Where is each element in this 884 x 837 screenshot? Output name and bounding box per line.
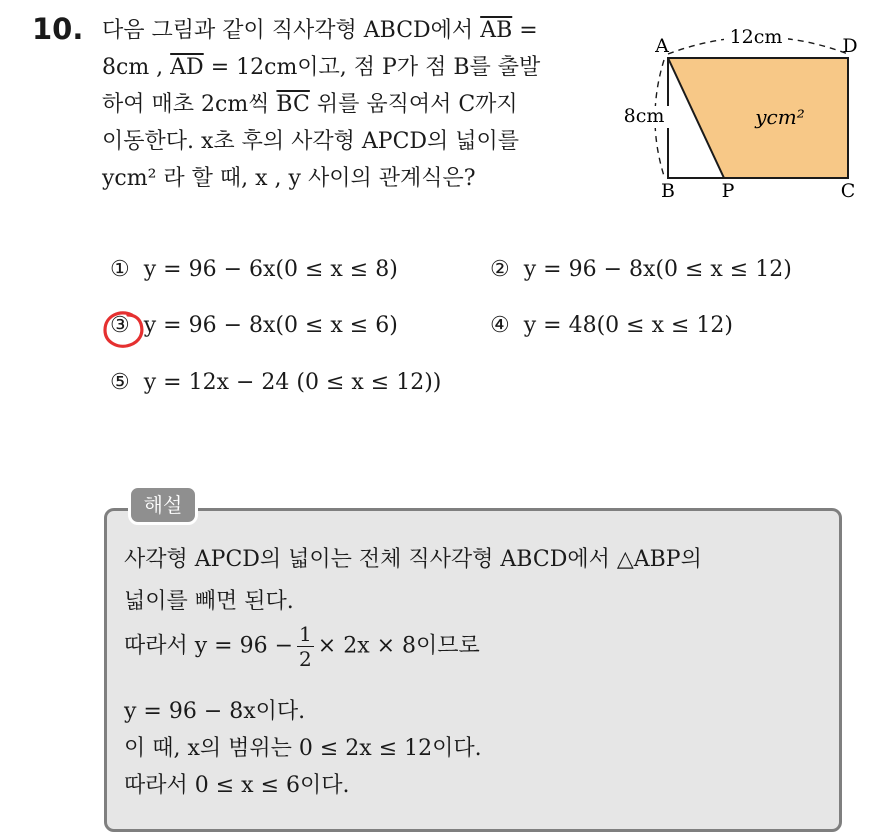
- question-line-2: 8cm , $\overline{AD} = 12cm$이고, 점 P가 점 B를 출발: [102, 55, 541, 80]
- option-1-number: ①: [110, 257, 130, 282]
- question-number: 10.: [32, 12, 84, 46]
- option-1-text: y = 96 − 6x(0 ≤ x ≤ 8): [143, 257, 398, 282]
- option-2-text: y = 96 − 8x(0 ≤ x ≤ 12): [523, 257, 792, 282]
- rectangle-figure: [612, 14, 862, 204]
- option-5-number: ⑤: [110, 370, 130, 395]
- explanation-line-2: 넓이를 빼면 된다.: [124, 589, 294, 614]
- fraction-one-half: [297, 622, 314, 671]
- top-length-label: 12cm: [729, 26, 783, 48]
- question-line-1: 다음 그림과 같이 직사각형 ABCD에서 $\overline{AB}$ =: [102, 18, 538, 43]
- fraction-numerator: 1: [299, 622, 312, 646]
- explanation-line-5: 이 때, x의 범위는 0 ≤ 2x ≤ 12이다.: [124, 736, 482, 761]
- option-1[interactable]: [110, 257, 398, 282]
- explanation-line-3-start: 따라서 y = 96 −: [124, 633, 294, 659]
- explanation-line-6: 따라서 0 ≤ x ≤ 6이다.: [124, 773, 350, 798]
- option-2-number: ②: [490, 257, 510, 282]
- point-p-label: P: [721, 180, 735, 202]
- question-text: [102, 12, 602, 197]
- vertex-c-label: C: [840, 180, 856, 202]
- explanation-tab: 해설: [128, 485, 198, 525]
- explanation-line-3: [124, 622, 480, 671]
- option-4[interactable]: [490, 313, 733, 338]
- option-3-text: y = 96 − 8x(0 ≤ x ≤ 6): [143, 313, 398, 338]
- vertex-d-label: D: [842, 35, 858, 57]
- option-5[interactable]: [110, 370, 441, 395]
- option-3-number: ③: [110, 313, 130, 338]
- vertex-a-label: A: [655, 35, 669, 57]
- explanation-line-3-end: × 2x × 8이므로: [317, 633, 480, 659]
- answer-circle-mark: [102, 310, 148, 350]
- question-line-3: 하여 매초 2cm씩 $\overline{BC}$ 위를 움직여서 C까지: [102, 92, 518, 117]
- area-label: ycm²: [755, 105, 805, 129]
- option-3[interactable]: [110, 313, 398, 338]
- explanation-line-1: 사각형 APCD의 넓이는 전체 직사각형 ABCD에서 △ABP의: [124, 547, 702, 572]
- vertex-b-label: B: [661, 180, 675, 202]
- explanation-line-4: y = 96 − 8x이다.: [124, 699, 306, 724]
- option-4-number: ④: [490, 313, 510, 338]
- question-line-5: ycm² 라 할 때, x , y 사이의 관계식은?: [102, 166, 476, 191]
- question-line-4: 이동한다. x초 후의 사각형 APCD의 넓이를: [102, 129, 520, 154]
- fraction-denominator: 2: [299, 647, 312, 671]
- option-2[interactable]: [490, 257, 792, 282]
- side-length-label: 8cm: [623, 105, 665, 127]
- option-4-text: y = 48(0 ≤ x ≤ 12): [523, 313, 733, 338]
- option-5-text: y = 12x − 24 (0 ≤ x ≤ 12)): [143, 370, 442, 395]
